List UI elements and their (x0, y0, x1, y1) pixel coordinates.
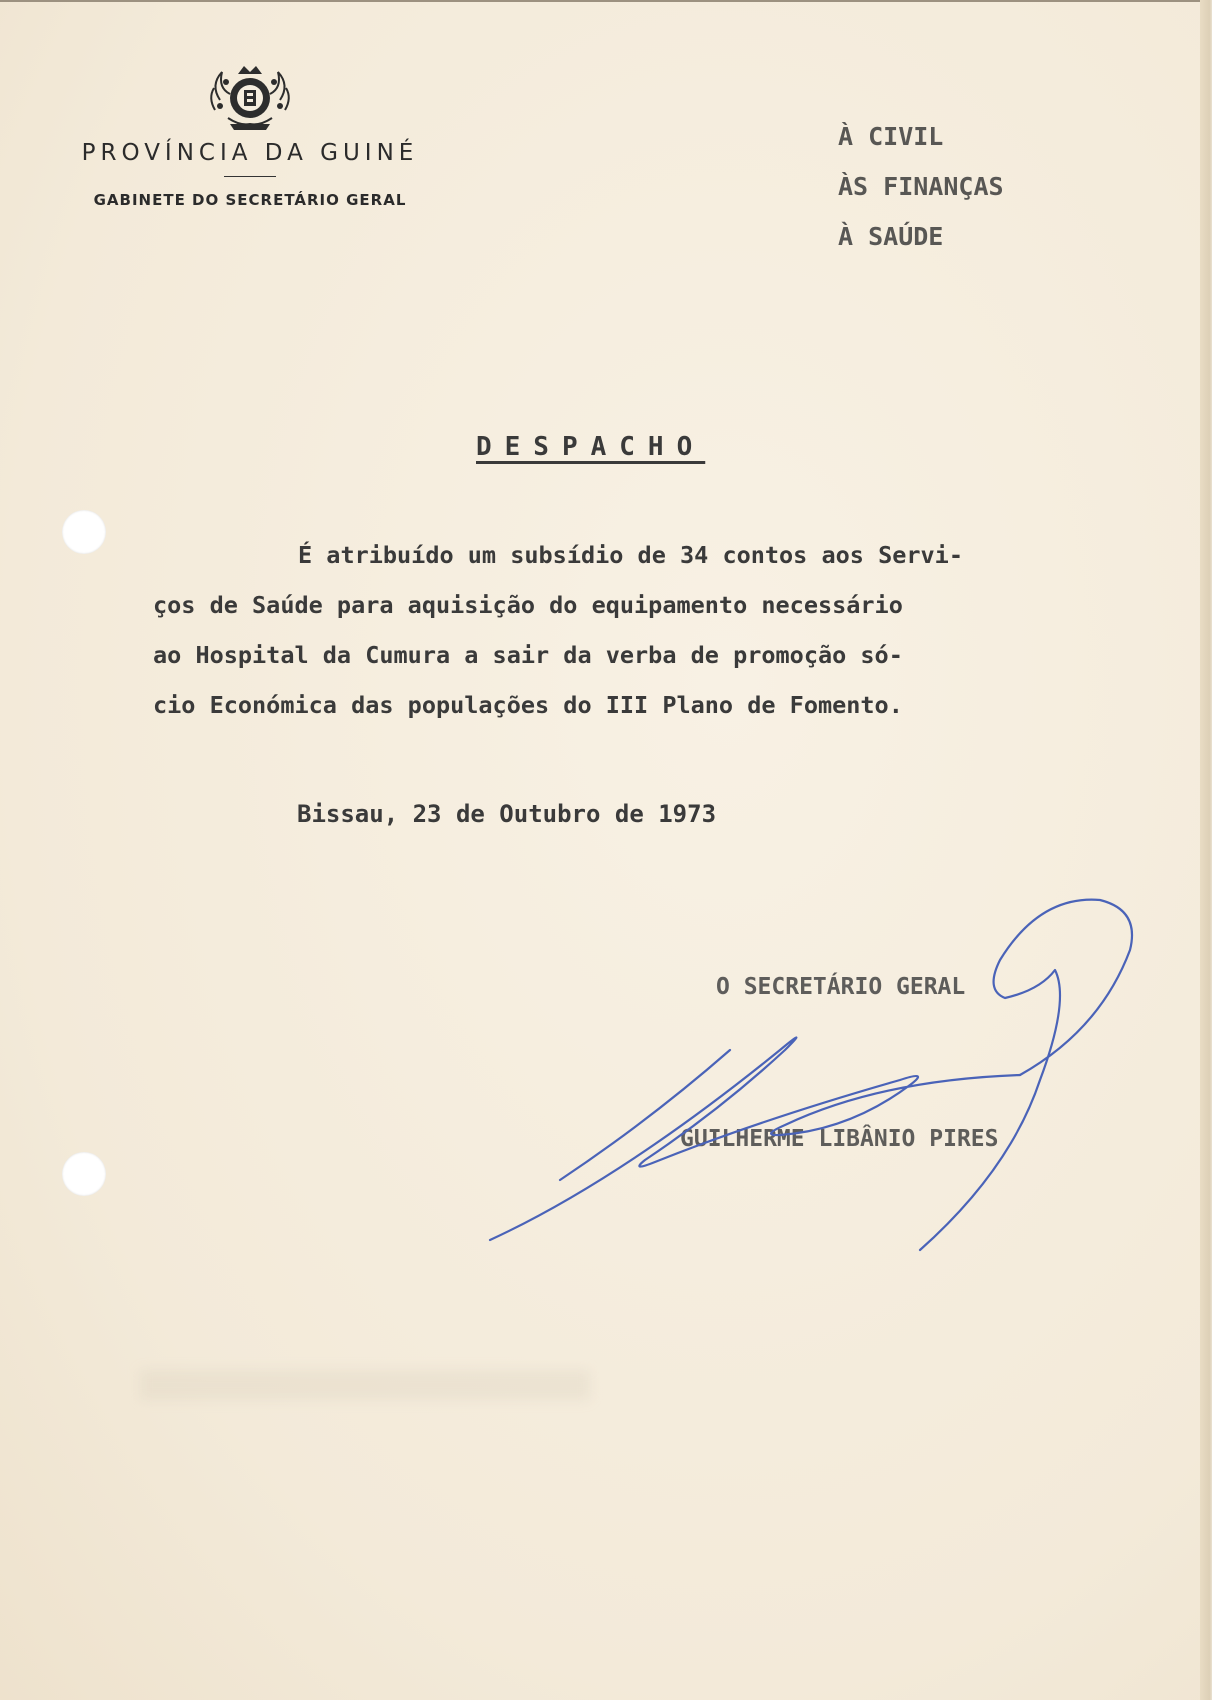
body-line: cio Económica das populações do III Plano de Fomento. (153, 691, 903, 719)
top-edge (0, 0, 1212, 2)
signatory-title: O SECRETÁRIO GERAL (716, 974, 966, 1000)
handwritten-signature-icon (480, 880, 1140, 1260)
body-line: ços de Saúde para aquisição do equipamento necessário (153, 591, 903, 619)
letterhead (40, 60, 460, 209)
body-line: ao Hospital da Cumura a sair da verba de promoção só- (153, 641, 903, 669)
routing-stamps (838, 112, 1004, 262)
document-date: Bissau, 23 de Outubro de 1973 (297, 800, 717, 828)
province-name: PROVÍNCIA DA GUINÉ (81, 140, 419, 166)
routing-line: À CIVIL (838, 122, 944, 151)
letterhead-divider (224, 176, 276, 177)
body-line: É atribuído um subsídio de 34 contos aos Servi- (298, 541, 963, 569)
punch-hole-top (62, 510, 106, 554)
paper-right-edge (1200, 0, 1212, 1700)
cabinet-name: GABINETE DO SECRETÁRIO GERAL (93, 191, 407, 209)
routing-line: ÀS FINANÇAS (838, 172, 1004, 201)
document-body (153, 530, 1153, 730)
paper-stain (140, 1370, 590, 1400)
routing-line: À SAÚDE (838, 222, 944, 251)
document-title: DESPACHO (476, 432, 706, 462)
signatory-name: GUILHERME LIBÂNIO PIRES (680, 1126, 999, 1152)
coat-of-arms-icon (200, 60, 300, 134)
punch-hole-bottom (62, 1152, 106, 1196)
